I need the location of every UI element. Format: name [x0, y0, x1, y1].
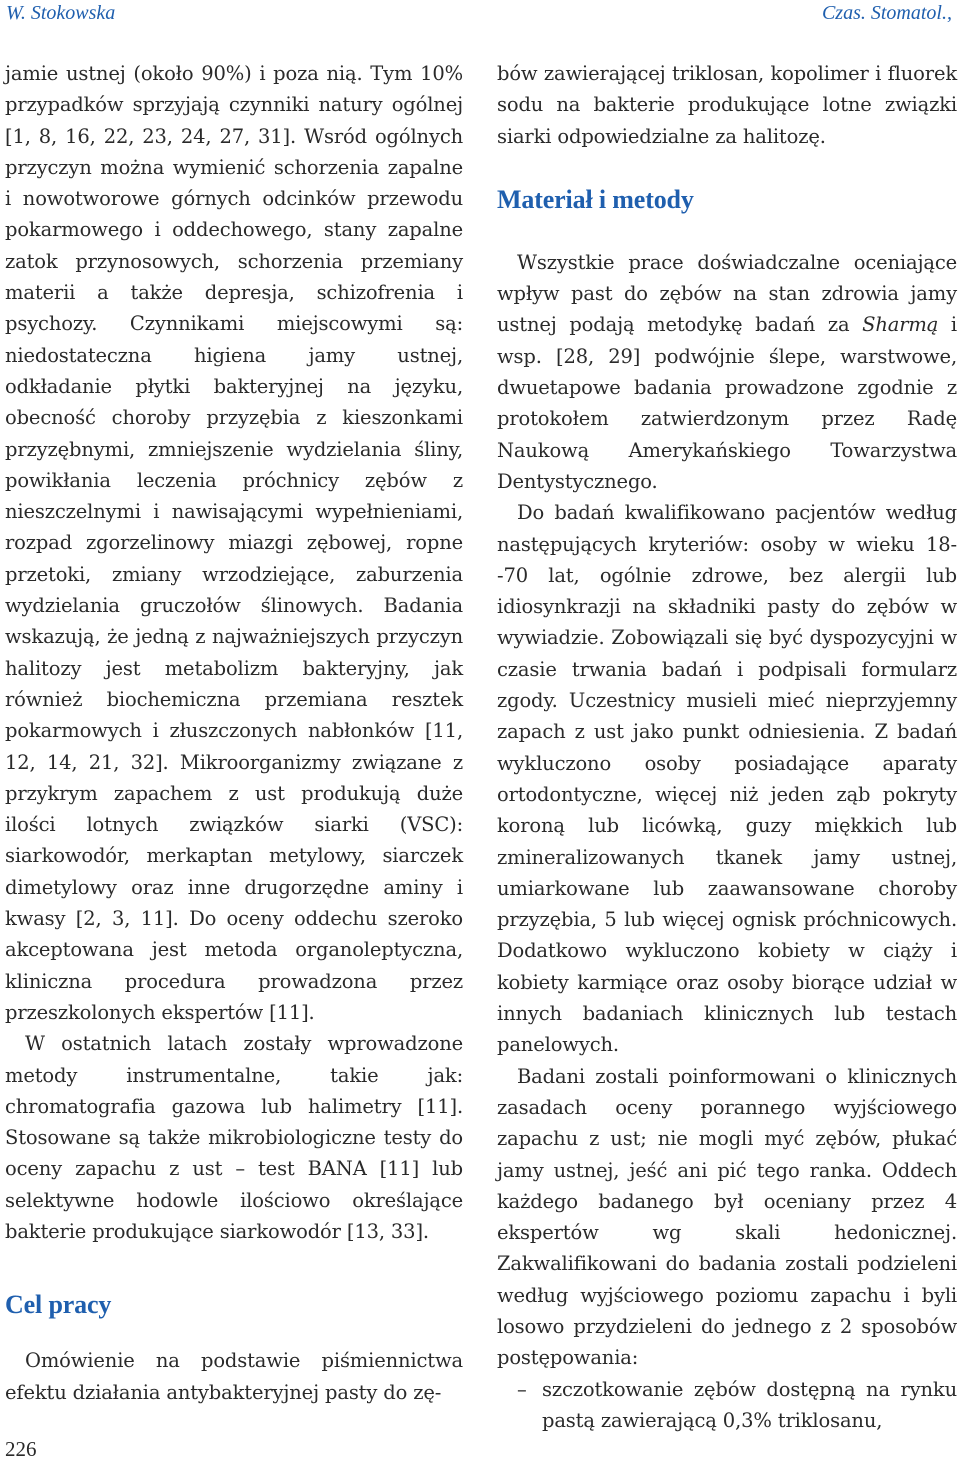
body-paragraph: Do badań kwalifikowano pacjentów według następujących kryteriów: osoby w wieku 18--70 lat, ogólnie zdrowe, bez alergii lub idiosynkrazji na składniki pasty do zębów w wywiadzie. Zobowiązali się być dyspozycyjni w czasie trwania badań i podpisali formularz zgody. Uczestnicy musieli mieć nieprzyjemny zapach z ust jako punkt odniesienia. Z badań wykluczono osoby posiadające aparaty ortodontyczne, więcej niż jeden ząb pokryty koroną lub licówką, guzy miękkich lub zmineralizowanych tkanek jamy ustnej, umiarkowane lub zaawansowane choroby przyzębia, 5 lub więcej ognisk próchnicowych. Dodatkowo wykluczono kobiety w ciąży i kobiety karmiące oraz osoby biorące udział w innych badaniach klinicznych lub testach panelowych. [497, 501, 957, 1057]
list-item [497, 1374, 957, 1437]
header-author: W. Stokowska [6, 2, 116, 24]
body-paragraph [497, 247, 957, 497]
body-paragraph: Badani zostali poinformowani o klinicznych zasadach oceny porannego wyjściowego zapachu z ust; nie mogli myć zębów, płukać jamy ustnej, jeść ani pić tego ranka. Oddech każdego badanego był oceniany przez 4 ekspertów wg skali hedonicznej. Zakwalifikowani do badania zostali podzieleni według wyjściowego poziomu zapachu i byli losowo przydzieleni do jednego z 2 sposobów postępowania: [497, 1064, 957, 1370]
header-journal: Czas. Stomatol., [821, 2, 952, 24]
list-item-text: szczotkowanie zębów dostępną na rynku pastą zawierającą 0,3% triklosanu, [542, 1377, 957, 1432]
section-heading-aim: Cel pracy [5, 1290, 112, 1320]
right-column [497, 58, 957, 1436]
text-run: Wszystkie prace doświadczalne oceniające wpływ past do zębów na stan zdrowia jamy ustnej podają metodykę badań za [497, 250, 957, 337]
author-name-italic: Sharmą [862, 313, 939, 337]
section-heading-methods: Materiał i metody [497, 184, 694, 214]
running-head [6, 0, 952, 32]
body-paragraph: Omówienie na podstawie piśmiennictwa efektu działania antybakteryjnej pasty do zę- [5, 1349, 463, 1404]
body-paragraph: W ostatnich latach zostały wprowadzone metody instrumentalne, takie jak: chromatografia gazowa lub halimetry [11]. Stosowane są także mikrobiologiczne testy do oceny zapachu z ust – test BANA [11] lub selektywne hodowle ilościowo określające bakterie produkujące siarkowodór [13, 33]. [5, 1032, 463, 1243]
list-dash: – [517, 1377, 527, 1401]
body-paragraph: bów zawierającej triklosan, kopolimer i fluorek sodu na bakterie produkujące lotne związki siarki odpowiedzialne za halitozę. [497, 62, 957, 148]
text-run: i wsp. [28, 29] podwójnie ślepe, warstwowe, dwuetapowe badania prowadzone zgodnie z protokołem zatwierdzonym przez Radę Naukową Amerykańskiego Towarzystwa Dentystycznego. [497, 313, 957, 493]
body-paragraph: jamie ustnej (około 90%) i poza nią. Tym 10% przypadków sprzyjają czynniki natury ogólnej [1, 8, 16, 22, 23, 24, 27, 31]. Wsród ogólnych przyczyn można wymienić schorzenia zapalne i nowotworowe górnych odcinków przewodu pokarmowego i oddechowego, stany zapalne zatok przynosowych, schorzenia przemiany materii a także depresja, schizofrenia i psychozy. Czynnikami miejscowymi są: niedostateczna higiena jamy ustnej, odkładanie płytki bakteryjnej na języku, obecność choroby przyzębia z kieszonkami przyzębnymi, zmniejszenie wydzielania śliny, powikłania leczenia próchnicy zębów z nieszczelnymi i nawisającymi wypełnieniami, rozpad zgorzelinowy miazgi zębowej, ropne przetoki, zmiany wrzodziejące, zaburzenia wydzielania gruczołów ślinowych. Badania wskazują, że jedną z najważniejszych przyczyn halitozy jest metabolizm bakteryjny, jak również biochemiczna przemiana resztek pokarmowych i złuszczonych nabłonków [11, 12, 14, 21, 32]. Mikroorganizmy związane z przykrym zapachem z ust produkują duże ilości lotnych związków siarki (VSC): siarkowodór, merkaptan metylowy, siarczek dimetylowy oraz inne drugorzędne aminy i kwasy [2, 3, 11]. Do oceny oddechu szeroko akceptowana jest metoda organoleptyczna, kliniczna procedura prowadzona przez przeszkolonych ekspertów [11]. [5, 62, 463, 1024]
left-column [5, 58, 463, 1408]
page-number: 226 [5, 1437, 37, 1461]
